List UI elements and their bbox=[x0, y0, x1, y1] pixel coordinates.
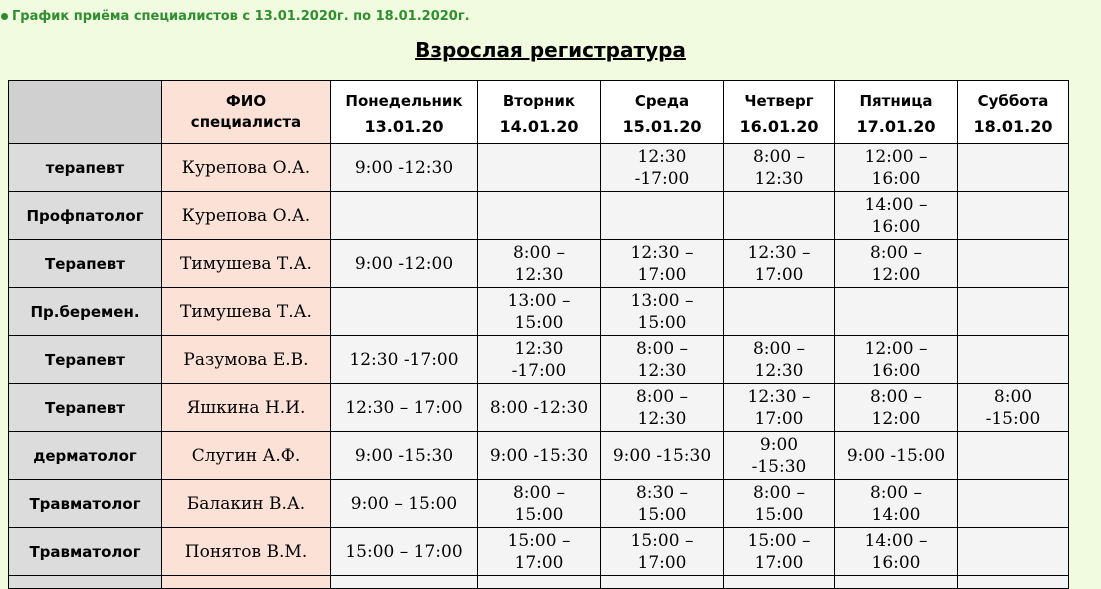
page-title bbox=[0, 38, 1101, 62]
time-slot-cell: 12:30 -17:00 bbox=[601, 144, 723, 191]
time-slot-cell bbox=[958, 288, 1068, 335]
day-header-tuesday bbox=[478, 81, 600, 143]
time-slot-cell: 9:00 -15:30 bbox=[724, 432, 834, 479]
time-slot-cell bbox=[958, 432, 1068, 479]
specialty-cell: Пр.беремен. bbox=[9, 288, 161, 335]
time-slot-cell bbox=[724, 288, 834, 335]
specialty-cell: Терапевт bbox=[9, 384, 161, 431]
time-slot-cell: 12:30 – 17:00 bbox=[724, 384, 834, 431]
empty-cell bbox=[958, 576, 1068, 588]
time-slot-cell: 13:00 – 15:00 bbox=[601, 288, 723, 335]
fio-header-line-1: ФИО bbox=[225, 92, 267, 110]
time-slot-cell: 15:00 – 17:00 bbox=[724, 528, 834, 575]
time-slot-cell: 8:00 – 12:30 bbox=[601, 384, 723, 431]
day-header-thursday bbox=[724, 81, 834, 143]
fio-header-line-2: специалиста bbox=[190, 113, 302, 131]
header-corner-cell bbox=[9, 81, 161, 143]
day-header-saturday bbox=[958, 81, 1068, 143]
empty-cell bbox=[331, 576, 477, 588]
table-header-row bbox=[9, 81, 1068, 143]
empty-cell bbox=[162, 576, 330, 588]
day-header-friday bbox=[835, 81, 957, 143]
day-name: Суббота bbox=[977, 92, 1049, 110]
time-slot-cell: 8:00 – 15:00 bbox=[478, 480, 600, 527]
specialty-cell: терапевт bbox=[9, 144, 161, 191]
schedule-header bbox=[0, 6, 470, 26]
fio-header-cell bbox=[162, 81, 330, 143]
table-row-partial bbox=[9, 576, 1068, 588]
time-slot-cell: 9:00 -15:30 bbox=[478, 432, 600, 479]
empty-cell bbox=[601, 576, 723, 588]
time-slot-cell bbox=[958, 480, 1068, 527]
doctor-name-cell: Курепова О.А. bbox=[162, 144, 330, 191]
doctor-name-cell: Разумова Е.В. bbox=[162, 336, 330, 383]
empty-cell bbox=[478, 576, 600, 588]
time-slot-cell: 8:00 – 12:00 bbox=[835, 240, 957, 287]
time-slot-cell: 8:00 – 12:30 bbox=[478, 240, 600, 287]
time-slot-cell: 9:00 -12:30 bbox=[331, 144, 477, 191]
empty-cell bbox=[835, 576, 957, 588]
day-name: Вторник bbox=[502, 92, 576, 110]
bullet-icon bbox=[1, 13, 8, 20]
time-slot-cell: 8:00 – 12:30 bbox=[724, 336, 834, 383]
page-title-text: Взрослая регистратура bbox=[415, 38, 686, 62]
table-row bbox=[9, 528, 1068, 575]
table-row bbox=[9, 432, 1068, 479]
time-slot-cell: 8:00 – 15:00 bbox=[724, 480, 834, 527]
day-name: Четверг bbox=[744, 92, 814, 110]
time-slot-cell bbox=[958, 192, 1068, 239]
day-name: Пятница bbox=[859, 92, 933, 110]
time-slot-cell: 15:00 – 17:00 bbox=[478, 528, 600, 575]
day-header-wednesday bbox=[601, 81, 723, 143]
time-slot-cell bbox=[958, 144, 1068, 191]
day-date: 15.01.20 bbox=[622, 117, 702, 136]
doctor-name-cell: Тимушева Т.А. bbox=[162, 288, 330, 335]
day-name: Среда bbox=[634, 92, 690, 110]
time-slot-cell bbox=[331, 288, 477, 335]
day-date: 18.01.20 bbox=[973, 117, 1053, 136]
day-name: Понедельник bbox=[345, 92, 463, 110]
doctor-name-cell: Слугин А.Ф. bbox=[162, 432, 330, 479]
time-slot-cell: 12:30 – 17:00 bbox=[724, 240, 834, 287]
time-slot-cell: 8:00 – 12:00 bbox=[835, 384, 957, 431]
time-slot-cell: 9:00 -12:00 bbox=[331, 240, 477, 287]
time-slot-cell: 8:00 -12:30 bbox=[478, 384, 600, 431]
time-slot-cell: 12:30 – 17:00 bbox=[601, 240, 723, 287]
doctor-name-cell: Балакин В.А. bbox=[162, 480, 330, 527]
table-row bbox=[9, 336, 1068, 383]
schedule-table bbox=[8, 80, 1069, 589]
time-slot-cell: 12:30 -17:00 bbox=[478, 336, 600, 383]
time-slot-cell: 9:00 -15:30 bbox=[331, 432, 477, 479]
time-slot-cell: 8:00 – 12:30 bbox=[601, 336, 723, 383]
specialty-cell: Профпатолог bbox=[9, 192, 161, 239]
schedule-body bbox=[9, 144, 1068, 588]
day-date: 14.01.20 bbox=[499, 117, 579, 136]
time-slot-cell: 15:00 – 17:00 bbox=[601, 528, 723, 575]
specialty-cell: Травматолог bbox=[9, 480, 161, 527]
time-slot-cell: 9:00 -15:00 bbox=[835, 432, 957, 479]
time-slot-cell: 9:00 -15:30 bbox=[601, 432, 723, 479]
time-slot-cell: 12:00 – 16:00 bbox=[835, 144, 957, 191]
schedule-period-text: График приёма специалистов с 13.01.2020г. по 18.01.2020г. bbox=[12, 8, 470, 24]
specialty-cell: Терапевт bbox=[9, 240, 161, 287]
table-row bbox=[9, 480, 1068, 527]
time-slot-cell: 8:00 – 14:00 bbox=[835, 480, 957, 527]
time-slot-cell bbox=[958, 528, 1068, 575]
specialty-cell: Терапевт bbox=[9, 336, 161, 383]
time-slot-cell bbox=[958, 336, 1068, 383]
day-header-monday bbox=[331, 81, 477, 143]
time-slot-cell: 8:00 – 12:30 bbox=[724, 144, 834, 191]
table-row bbox=[9, 192, 1068, 239]
time-slot-cell: 14:00 – 16:00 bbox=[835, 528, 957, 575]
time-slot-cell bbox=[835, 288, 957, 335]
time-slot-cell: 9:00 – 15:00 bbox=[331, 480, 477, 527]
time-slot-cell bbox=[724, 192, 834, 239]
time-slot-cell: 12:30 – 17:00 bbox=[331, 384, 477, 431]
time-slot-cell bbox=[958, 240, 1068, 287]
time-slot-cell: 14:00 – 16:00 bbox=[835, 192, 957, 239]
table-row bbox=[9, 240, 1068, 287]
time-slot-cell: 13:00 – 15:00 bbox=[478, 288, 600, 335]
specialty-cell: дерматолог bbox=[9, 432, 161, 479]
time-slot-cell bbox=[601, 192, 723, 239]
day-date: 17.01.20 bbox=[856, 117, 936, 136]
empty-cell bbox=[9, 576, 161, 588]
time-slot-cell: 12:00 – 16:00 bbox=[835, 336, 957, 383]
specialty-cell: Травматолог bbox=[9, 528, 161, 575]
time-slot-cell bbox=[331, 192, 477, 239]
table-row bbox=[9, 144, 1068, 191]
doctor-name-cell: Тимушева Т.А. bbox=[162, 240, 330, 287]
time-slot-cell bbox=[478, 144, 600, 191]
time-slot-cell: 8:30 – 15:00 bbox=[601, 480, 723, 527]
time-slot-cell: 12:30 -17:00 bbox=[331, 336, 477, 383]
day-date: 16.01.20 bbox=[739, 117, 819, 136]
doctor-name-cell: Курепова О.А. bbox=[162, 192, 330, 239]
table-row bbox=[9, 384, 1068, 431]
doctor-name-cell: Яшкина Н.И. bbox=[162, 384, 330, 431]
day-date: 13.01.20 bbox=[364, 117, 444, 136]
time-slot-cell: 15:00 – 17:00 bbox=[331, 528, 477, 575]
time-slot-cell: 8:00 -15:00 bbox=[958, 384, 1068, 431]
empty-cell bbox=[724, 576, 834, 588]
table-row bbox=[9, 288, 1068, 335]
doctor-name-cell: Понятов В.М. bbox=[162, 528, 330, 575]
time-slot-cell bbox=[478, 192, 600, 239]
